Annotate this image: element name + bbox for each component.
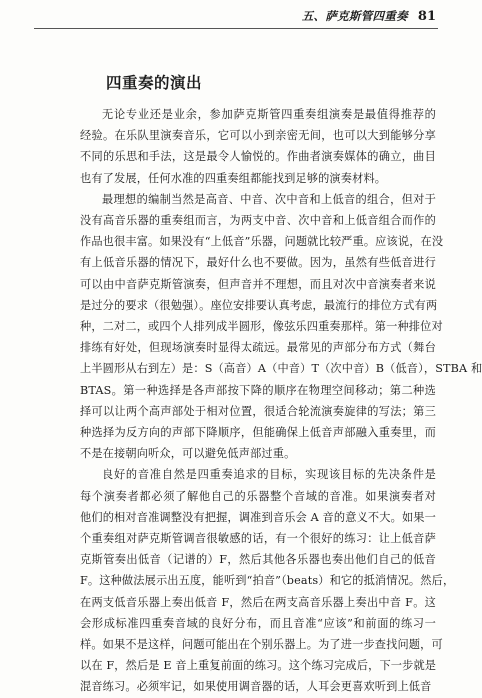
- text-line: 会形成标准四重奏音域的良好分布，而且音准“应该”和前面的练习一: [80, 616, 436, 630]
- text-line: 不同的乐思和手法，这是最令人愉悦的。作曲者演奏媒体的确立，曲目: [80, 150, 436, 164]
- paragraph: [80, 464, 455, 697]
- text-line: 择可以让两个高声部处于相对位置，很适合轮流演奏旋律的写法；第三: [80, 404, 436, 418]
- text-line: 没有高音乐器的重奏组而言，为两支中音、次中音和上低音组合而作的: [80, 214, 436, 228]
- text-line: 经验。在乐队里演奏音乐，它可以小到亲密无间，也可以大到能够分享: [80, 129, 436, 143]
- text-line: 是过分的要求（很勉强）。座位安排要认真考虑，最流行的排位方式有两: [80, 298, 438, 312]
- text-line: 无论专业还是业余，参加萨克斯管四重奏组演奏是最值得推荐的: [102, 108, 436, 121]
- text-line: BTAS。第一种选择是各声部按下降的顺序在物理空间移动；第二种选: [80, 383, 436, 397]
- paragraph: [80, 104, 436, 189]
- text-line: 最理想的编制当然是高音、中音、次中音和上低音的组合，但对于: [102, 192, 436, 206]
- section-heading: 四重奏的演出: [106, 74, 203, 92]
- text-line: 个重奏组对萨克斯管调音很敏感的话，有一个很好的练习：让上低音萨: [80, 532, 436, 546]
- text-line: 可以由中音萨克斯管演奏，但声音并不理想，而且对次中音演奏者来说: [80, 277, 436, 291]
- text-line: 样。如果不是这样，问题可能出在个别乐器上。为了进一步查找问题，可: [80, 638, 443, 652]
- text-line: 在两支低音乐器上奏出低音 F，然后在两支高音乐器上奏出中音 F。这: [80, 595, 436, 609]
- text-line: 克斯管奏出低音（记谱的）F，然后其他各乐器也奏出他们自己的低音: [80, 553, 436, 567]
- running-header: [302, 8, 436, 24]
- text-line: 他们的相对音准调整没有把握，调准到音乐会 A 音的意义不大。如果一: [80, 510, 436, 524]
- text-line: 混音练习。必须牢记，如果使用调音器的话，人耳会更喜欢听到上低音: [80, 680, 432, 694]
- text-line: 有上低音乐器的情况下，最好什么也不要做。因为，虽然有些低音进行: [80, 256, 436, 270]
- text-line: 也有了发展，任何水准的四重奏组都能找到足够的演奏材料。: [80, 171, 387, 185]
- text-line: 种选择为反方向的声部下降顺序，但能确保上低音声部融入重奏里，而: [80, 426, 436, 440]
- text-line: 作品也很丰富。如果没有“上低音”乐器，问题就比较严重。应该说，在没: [80, 235, 444, 249]
- running-title: 五、萨克斯管四重奏: [301, 9, 408, 23]
- text-line: 每个演奏者都必须了解他自己的乐器整个音域的音准。如果演奏者对: [80, 489, 436, 503]
- text-line: 排练有好处，但现场演奏时显得太疏远。最常见的声部分布方式（舞台: [80, 341, 436, 355]
- text-line: 上半圆形从右到左）是：S（高音）A（中音）T（次中音）B（低音），STBA 和: [80, 362, 482, 376]
- text-line: 良好的音准自然是四重奏追求的目标，实现该目标的先决条件是: [102, 468, 436, 482]
- body-text: [80, 104, 482, 698]
- text-line: 不是在接朝向听众，可以避免低声部过重。: [80, 447, 296, 461]
- header-rule: [34, 28, 438, 29]
- text-line: F。这种做法展示出五度，能听到“拍音”（beats）和它的抵消情况。然后，: [80, 574, 455, 588]
- paragraph: [80, 189, 482, 465]
- text-line: 以在 F，然后是 E 音上重复前面的练习。这个练习完成后，下一步就是: [80, 659, 437, 673]
- text-line: 种，二对二，或四个人排列成半圆形，像弦乐四重奏那样。第一种排位对: [80, 320, 443, 334]
- page-number: 81: [417, 9, 436, 24]
